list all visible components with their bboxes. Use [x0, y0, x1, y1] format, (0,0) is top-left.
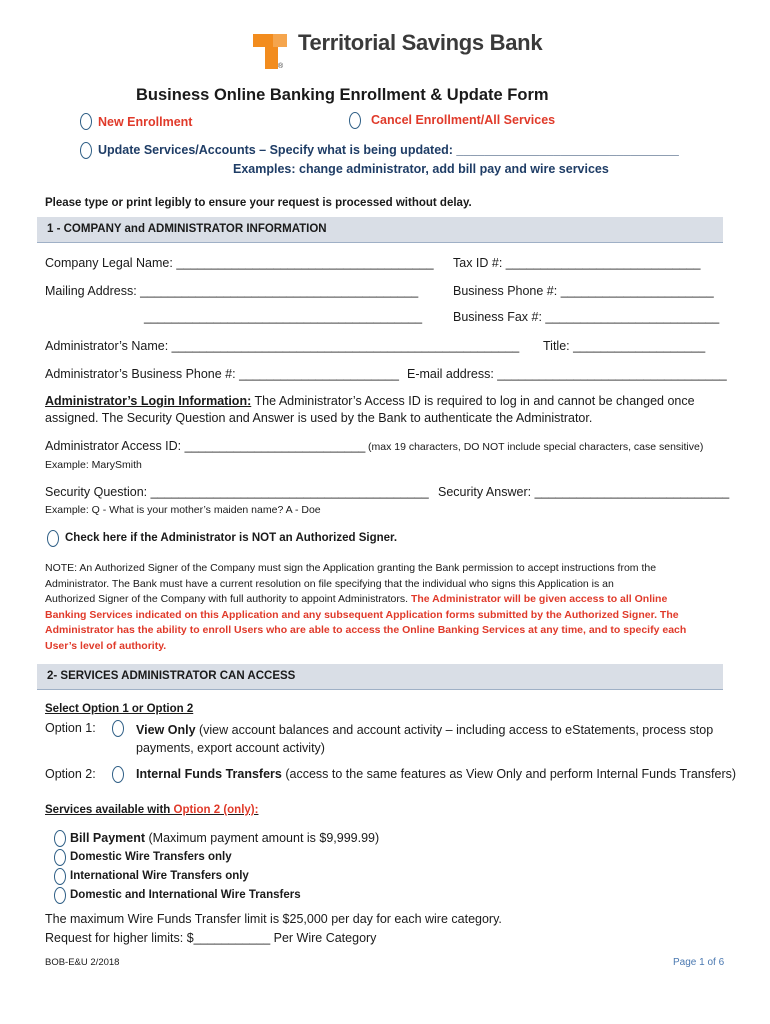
- higher-limits-field[interactable]: Request for higher limits: $___________ Per Wire Category: [45, 931, 377, 945]
- security-question-field[interactable]: Security Question: ________________________________________: [45, 485, 429, 499]
- admin-name-field[interactable]: Administrator’s Name: __________________________________________________: [45, 339, 520, 353]
- option1-description: [136, 721, 736, 757]
- section1-title: 1 - COMPANY and ADMINISTRATOR INFORMATION: [47, 223, 327, 235]
- form-title: Business Online Banking Enrollment & Update Form: [136, 86, 549, 104]
- option1-label: Option 1:: [45, 721, 96, 735]
- bank-logo-icon: [252, 30, 294, 72]
- title-field[interactable]: Title: ___________________: [543, 339, 706, 353]
- login-info-paragraph: [45, 393, 735, 427]
- domestic-wire-label: Domestic Wire Transfers only: [70, 851, 232, 863]
- access-id-field[interactable]: Administrator Access ID: __________________________: [45, 439, 366, 453]
- registered-mark: ®: [278, 63, 284, 70]
- option1-view-only-radio[interactable]: [112, 720, 124, 737]
- domestic-international-wire-label: Domestic and International Wire Transfers: [70, 889, 301, 901]
- email-field[interactable]: E-mail address: _________________________________: [407, 367, 727, 381]
- update-examples: Examples: change administrator, add bill pay and wire services: [233, 162, 609, 176]
- note-red-5: Administrator has the ability to enroll Users who are able to access the Online Banking Services at any time, and to specify each: [45, 624, 687, 636]
- company-legal-name-field[interactable]: Company Legal Name: _____________________________________: [45, 256, 434, 270]
- tax-id-field[interactable]: Tax ID #: ____________________________: [453, 256, 701, 270]
- note-line-3: Authorized Signer of the Company with full authority to appoint Administrators.: [45, 593, 411, 605]
- bill-payment-label: [70, 831, 379, 845]
- bill-payment-checkbox[interactable]: [54, 830, 66, 847]
- option1-text-2: payments, export account activity): [136, 741, 325, 755]
- access-id-hint: (max 19 characters, DO NOT include special characters, case sensitive): [368, 441, 704, 453]
- business-fax-field[interactable]: Business Fax #: _________________________: [453, 310, 720, 324]
- domestic-international-wire-checkbox[interactable]: [54, 887, 66, 904]
- login-info-text-2: assigned. The Security Question and Answer is used by the Bank to authenticate the Administrator.: [45, 411, 593, 425]
- cancel-enrollment-label: Cancel Enrollment/All Services: [371, 113, 556, 127]
- admin-phone-field[interactable]: Administrator’s Business Phone #: _______________________: [45, 367, 399, 381]
- note-line-2: Administrator. The Bank must have a current resolution on file specifying that the individual who signs this Application is an: [45, 577, 614, 590]
- option1-bold: View Only: [136, 723, 196, 737]
- new-enrollment-label: New Enrollment: [98, 115, 193, 129]
- not-authorized-signer-checkbox[interactable]: [47, 530, 59, 547]
- option2-text: (access to the same features as View Only and perform Internal Funds Transfers): [281, 767, 737, 781]
- option2-label: Option 2:: [45, 767, 96, 781]
- page-number: Page 1 of 6: [673, 957, 725, 968]
- authorized-signer-note: [45, 561, 735, 654]
- cancel-enrollment-radio[interactable]: [349, 112, 361, 129]
- security-example: Example: Q - What is your mother’s maiden name? A - Doe: [45, 504, 321, 516]
- section2-title: 2- SERVICES ADMINISTRATOR CAN ACCESS: [47, 670, 296, 682]
- form-code: BOB-E&U 2/2018: [45, 957, 120, 968]
- services-option2-label: Option 2 (only):: [173, 804, 259, 816]
- instructions: Please type or print legibly to ensure your request is processed without delay.: [45, 197, 472, 209]
- international-wire-label: International Wire Transfers only: [70, 870, 249, 882]
- option1-text-1: (view account balances and account activity – including access to eStatements, process stop: [195, 723, 714, 737]
- access-id-example: Example: MarySmith: [45, 459, 142, 471]
- note-red-6: User’s level of authority.: [45, 639, 167, 652]
- note-red-3: The Administrator will be given access to all Online: [410, 593, 668, 605]
- services-label: Services available with: [45, 804, 174, 816]
- wire-limit-text: The maximum Wire Funds Transfer limit is $25,000 per day for each wire category.: [45, 912, 502, 926]
- note-red-4: Banking Services indicated on this Application and any subsequent Application forms submitted by the Authorized Signer. The: [45, 608, 679, 621]
- bill-payment-text: (Maximum payment amount is $9,999.99): [145, 831, 380, 845]
- services-available-label: [45, 804, 258, 816]
- update-services-radio[interactable]: [80, 142, 92, 159]
- domestic-wire-checkbox[interactable]: [54, 849, 66, 866]
- business-phone-field[interactable]: Business Phone #: ______________________: [453, 284, 714, 298]
- bill-payment-bold: Bill Payment: [70, 831, 146, 845]
- bank-name: Territorial Savings Bank: [298, 30, 543, 55]
- option2-internal-transfers-radio[interactable]: [112, 766, 124, 783]
- option2-description: [136, 767, 736, 781]
- update-services-label: Update Services/Accounts – Specify what is being updated: ________________________________: [98, 143, 679, 157]
- mailing-address-line2[interactable]: ________________________________________: [144, 310, 423, 324]
- select-option-label: Select Option 1 or Option 2: [45, 703, 194, 715]
- new-enrollment-radio[interactable]: [80, 113, 92, 130]
- not-authorized-signer-label: Check here if the Administrator is NOT an Authorized Signer.: [65, 532, 398, 544]
- section1-header: [37, 217, 723, 243]
- note-line-1: NOTE: An Authorized Signer of the Company must sign the Application granting the Bank permission to accept instructions from the: [45, 562, 657, 574]
- section2-header: [37, 664, 723, 690]
- mailing-address-field[interactable]: Mailing Address: ________________________________________: [45, 284, 419, 298]
- international-wire-checkbox[interactable]: [54, 868, 66, 885]
- login-info-label: Administrator’s Login Information:: [45, 394, 252, 408]
- security-answer-field[interactable]: Security Answer: ____________________________: [438, 485, 730, 499]
- option2-bold: Internal Funds Transfers: [136, 767, 282, 781]
- login-info-text-1: The Administrator’s Access ID is required to log in and cannot be changed once: [251, 394, 695, 408]
